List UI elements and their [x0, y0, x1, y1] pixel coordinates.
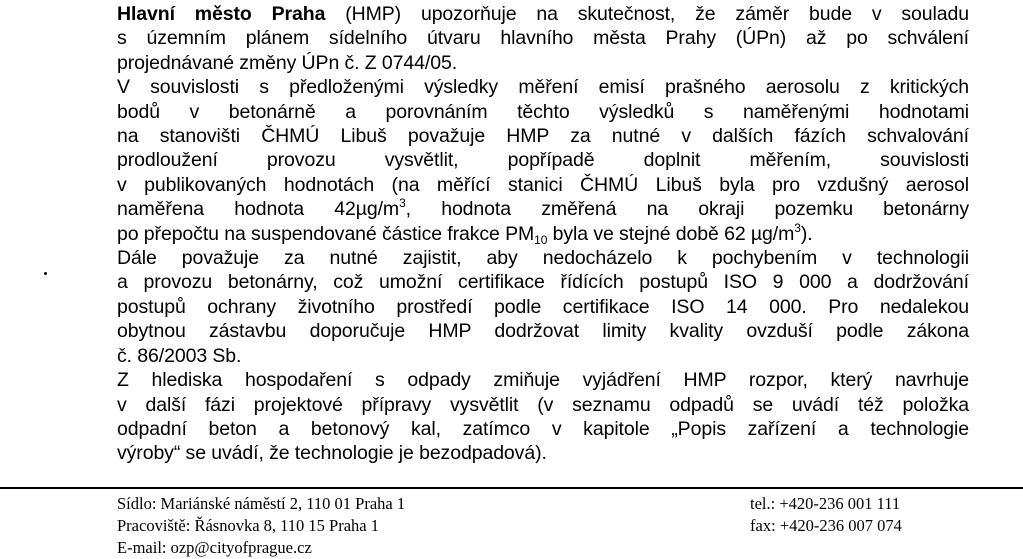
text-line: obytnou zástavbu doporučuje HMP dodržovat limity kvality ovzduší podle zákona	[117, 320, 969, 343]
text-line: a provozu betonárny, což umožní certifikace řídících postupů ISO 9 000 a dodržování	[117, 271, 969, 294]
text-line: Z hlediska hospodaření s odpady zmiňuje vyjádření HMP rozpor, který navrhuje	[117, 369, 969, 392]
text-line: projednávané změny ÚPn č. Z 0744/05.	[117, 51, 458, 74]
stray-dot-mark	[44, 272, 47, 275]
text-line	[117, 197, 969, 221]
text-line: na stanovišti ČHMÚ Libuš považuje HMP za nutné v dalších fázích schvalování	[117, 125, 969, 148]
footer-address-block	[117, 493, 405, 559]
text-line	[117, 222, 969, 246]
text-line: prodloužení provozu vysvětlit, popřípadě doplnit měřením, souvislosti	[117, 149, 969, 172]
text-fragment: , hodnota změřená na okraji pozemku betonárny	[405, 198, 969, 221]
paragraph-technology-requirements	[117, 246, 969, 368]
footer-contact-block	[750, 493, 902, 537]
footer-headquarters: Sídlo: Mariánské náměstí 2, 110 01 Praha 1	[117, 494, 406, 513]
text-line: Dále považuje za nutné zajistit, aby nedocházelo k pochybením v technologii	[117, 247, 969, 270]
text-fragment: naměřena hodnota 42µg/m	[117, 198, 400, 221]
footer-fax: fax: +420-236 007 074	[750, 516, 902, 535]
document-body	[117, 2, 969, 466]
text-line: postupů ochrany životního prostředí podle certifikace ISO 14 000. Pro nedalekou	[117, 295, 969, 318]
text-fragment: ).	[800, 222, 813, 245]
footer-phone: tel.: +420-236 001 111	[750, 494, 901, 513]
text-line	[117, 2, 969, 26]
text-fragment: po přepočtu na suspendované částice frakce PM	[117, 222, 535, 245]
superscript: 3	[399, 196, 406, 211]
org-name-bold: Hlavní město Praha	[117, 3, 326, 25]
paragraph-hmp-statement	[117, 2, 969, 75]
footer-email[interactable]: E-mail: ozp@cityofprague.cz	[117, 538, 312, 557]
paragraph-emission-measurement	[117, 75, 969, 246]
footer-workplace: Pracoviště: Řásnovka 8, 110 15 Praha 1	[117, 516, 379, 535]
paragraph-waste-management	[117, 368, 969, 466]
text-line: v publikovaných hodnotách (na měřící stanici ČHMÚ Libuš byla pro vzdušný aerosol	[117, 173, 969, 196]
text-line: V souvislosti s předloženými výsledky měření emisí prašného aerosolu z kritických	[117, 76, 969, 99]
text-fragment: byla ve stejné době 62 µg/m	[547, 222, 795, 245]
text-line: bodů v betonárně a porovnáním těchto výsledků s naměřenými hodnotami	[117, 100, 969, 123]
text-fragment: (HMP) upozorňuje na skutečnost, že záměr bude v souladu	[325, 3, 969, 25]
text-line: č. 86/2003 Sb.	[117, 344, 242, 367]
text-line: v další fázi projektové přípravy vysvětlit (v seznamu odpadů se uvádí též položka	[117, 393, 969, 416]
superscript: 3	[794, 220, 801, 235]
subscript: 10	[534, 232, 548, 247]
text-line: s územním plánem sídelního útvaru hlavního města Prahy (ÚPn) až po schválení	[117, 27, 969, 50]
footer-divider	[0, 487, 1023, 489]
text-line: odpadní beton a betonový kal, zatímco v kapitole „Popis zařízení a technologie	[117, 417, 969, 440]
text-line: výroby“ se uvádí, že technologie je bezodpadová).	[117, 442, 547, 465]
